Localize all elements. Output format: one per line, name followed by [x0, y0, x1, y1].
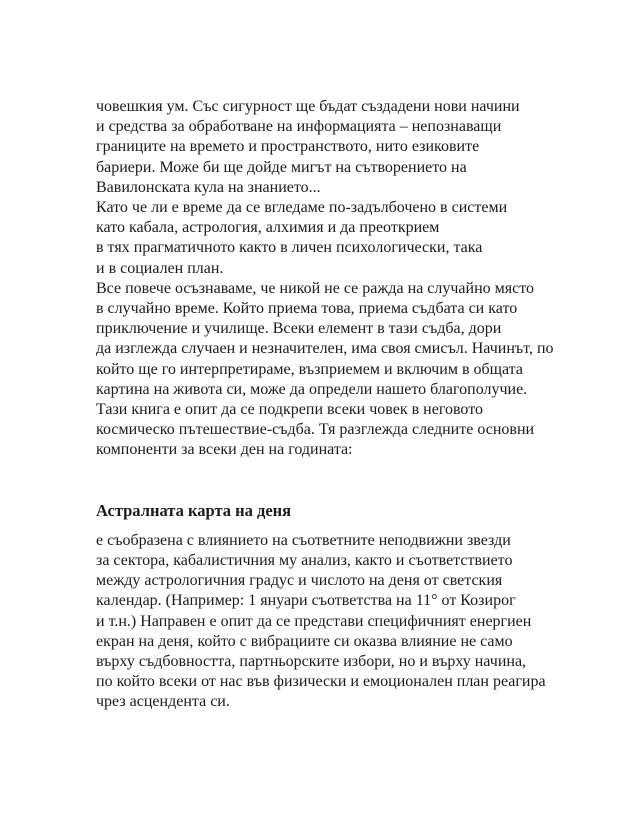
text-line: и т.н.) Направен е опит да се представи специфичният енергиен [96, 612, 532, 630]
text-line: човешкия ум. Със сигурност ще бъдат създадени нови начини [96, 98, 520, 115]
text-line: и средства за обработване на информацията – непознаващи [96, 118, 502, 136]
text-line: в тях прагматичното както в личен психологически, така [96, 239, 483, 257]
text-line: Вавилонската кула на знанието... [96, 178, 321, 196]
paragraph [96, 97, 562, 198]
text-line: по който всеки от нас във физически и емоционален план реагира [96, 673, 546, 691]
paragraph [96, 531, 562, 713]
text-line: върху съдбовността, партньорските избори, но и върху начина, [96, 653, 527, 671]
text-block [96, 97, 562, 713]
text-line: Като че ли е време да се вгледаме по-задълбочено в системи [96, 199, 508, 217]
text-line: е съобразена с влиянието на съответните неподвижни звезди [96, 531, 511, 549]
text-line: и в социален план. [96, 259, 224, 277]
text-line: за сектора, кабалистичния му анализ, както и съответствието [96, 552, 513, 570]
paragraph [96, 279, 562, 461]
text-line: приключение и училище. Всеки елемент в тази съдба, дори [96, 320, 502, 338]
text-line: да изглежда случаен и незначителен, има своя смисъл. Начинът, по [96, 340, 554, 358]
text-line: като кабала, астрология, алхимия и да преоткрием [96, 219, 440, 237]
section-heading: Астралната карта на деня [96, 500, 292, 520]
text-line: космическо пътешествие-съдба. Тя разглежда следните основни [96, 421, 535, 439]
text-line: екран на деня, който с вибрациите си оказва влияние не само [96, 632, 513, 650]
text-line: картина на живота си, може да определи нашето благополучие. [96, 380, 528, 398]
text-line: Все повече осъзнаваме, че никой не се ражда на случайно място [96, 279, 535, 297]
text-line: който ще го интерпретираме, възприемем и включим в общата [96, 360, 523, 378]
text-line: компоненти за всеки ден на годината: [96, 441, 353, 459]
text-line: календар. (Например: 1 януари съответства на 11° от Козирог [96, 592, 516, 610]
paragraph [96, 198, 562, 279]
text-line: бариери. Може би ще дойде мигът на сътворението на [96, 158, 467, 176]
text-line: Тази книга е опит да се подкрепи всеки човек в неговото [96, 401, 483, 419]
text-line: в случайно време. Който приема това, приема съдбата си като [96, 300, 518, 318]
text-line: чрез асцендента си. [96, 693, 230, 711]
text-line: границите на времето и пространството, нито езиковите [96, 138, 480, 156]
text-line: между астрологичния градус и числото на деня от светския [96, 572, 503, 590]
